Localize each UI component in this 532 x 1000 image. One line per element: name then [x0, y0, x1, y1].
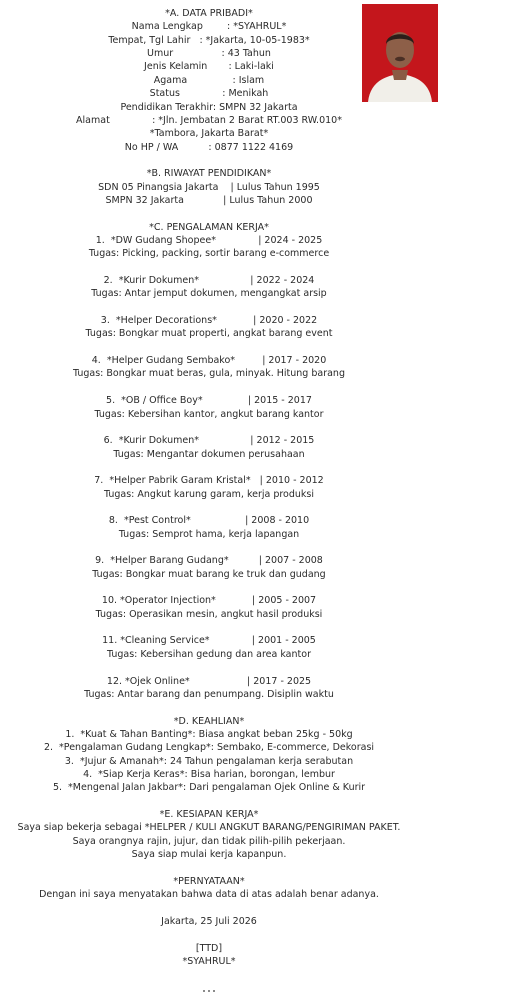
cv-line: Umur : 43 Tahun	[147, 48, 271, 59]
cv-line: 2. *Kurir Dokumen* | 2022 - 2024	[103, 275, 315, 286]
cv-line: Saya siap bekerja sebagai *HELPER / KULI ANGKUT BARANG/PENGIRIMAN PAKET.	[17, 822, 401, 834]
cv-line: 1. *DW Gudang Shopee* | 2024 - 2025	[95, 234, 323, 246]
cv-line: 4. *Siap Kerja Keras*: Bisa harian, borongan, lembur	[83, 768, 335, 780]
cv-line: *B. RIWAYAT PENDIDIKAN*	[146, 168, 272, 180]
cv-line: Tugas: Kebersihan gedung dan area kantor	[107, 648, 311, 660]
cv-line: 6. *Kurir Dokumen* | 2012 - 2015	[103, 435, 315, 447]
more-dots-icon	[202, 988, 216, 994]
cv-line: Tugas: Picking, packing, sortir barang e-commerce	[88, 248, 330, 260]
cv-line: No HP / WA : 0877 1122 4169	[124, 141, 294, 153]
cv-line: 5. *Mengenal Jalan Jakbar*: Dari pengalaman Ojek Online & Kurir	[52, 782, 366, 794]
cv-line: 9. *Helper Barang Gudang* | 2007 - 2008	[95, 555, 323, 567]
cv-line: Jakarta, 25 Juli 2026	[161, 915, 257, 927]
cv-line: 10. *Operator Injection* | 2005 - 2007	[101, 595, 317, 607]
cv-line: Tugas: Bongkar muat properti, angkat barang event	[85, 328, 333, 340]
cv-line: *C. PENGALAMAN KERJA*	[149, 221, 269, 233]
cv-line: 5. *OB / Office Boy* | 2015 - 2017	[106, 395, 312, 407]
cv-line: Status : Menikah	[149, 88, 269, 100]
cv-line: 11. *Cleaning Service* | 2001 - 2005	[102, 635, 316, 647]
cv-line: Tempat, Tgl Lahir : *Jakarta, 10-05-1983*	[108, 34, 310, 46]
cv-line: Dengan ini saya menyatakan bahwa data di atas adalah benar adanya.	[39, 889, 379, 901]
cv-line: Saya siap mulai kerja kapanpun.	[131, 849, 287, 860]
cv-line: 3. *Jujur & Amanah*: 24 Tahun pengalaman kerja serabutan	[64, 755, 354, 767]
cv-line: Tugas: Operasikan mesin, angkut hasil produksi	[95, 608, 323, 620]
cv-line: Tugas: Bongkar muat beras, gula, minyak. Hitung barang	[73, 368, 345, 380]
cv-line: Pendidikan Terakhir: SMPN 32 Jakarta	[120, 101, 298, 113]
cv-line: 4. *Helper Gudang Sembako* | 2017 - 2020	[91, 355, 327, 367]
cv-line: 3. *Helper Decorations* | 2020 - 2022	[100, 315, 318, 327]
cv-line: Tugas: Semprot hama, kerja lapangan	[118, 528, 300, 540]
cv-line: Jenis Kelamin : Laki-laki	[144, 61, 274, 73]
cv-line: *SYAHRUL*	[182, 955, 236, 967]
cv-line: *E. KESIAPAN KERJA*	[159, 809, 259, 820]
cv-line: *Tambora, Jakarta Barat*	[149, 128, 269, 140]
cv-line: Agama : Islam	[153, 74, 265, 86]
cv-line: Tugas: Antar barang dan penumpang. Disiplin waktu	[84, 688, 334, 700]
cv-line: Tugas: Mengantar dokumen perusahaan	[113, 448, 305, 460]
cv-line: 7. *Helper Pabrik Garam Kristal* | 2010 - 2012	[94, 475, 324, 487]
cv-line: 1. *Kuat & Tahan Banting*: Biasa angkat beban 25kg - 50kg	[65, 728, 353, 740]
cv-line: *PERNYATAAN*	[173, 875, 245, 887]
cv-line: Tugas: Kebersihan kantor, angkut barang kantor	[94, 408, 324, 420]
cv-line: Tugas: Antar jemput dokumen, mengangkat arsip	[91, 288, 327, 300]
cv-line: Nama Lengkap : *SYAHRUL*	[131, 21, 287, 33]
cv-line: Alamat : *Jln. Jembatan 2 Barat RT.003 RW.010*	[76, 114, 342, 126]
cv-line: Tugas: Angkut karung garam, kerja produksi	[103, 488, 315, 500]
cv-line: [TTD]	[195, 942, 223, 954]
cv-line: 12. *Ojek Online* | 2017 - 2025	[106, 675, 312, 687]
cv-line: SMPN 32 Jakarta | Lulus Tahun 2000	[105, 194, 313, 206]
cv-line: 8. *Pest Control* | 2008 - 2010	[108, 515, 310, 527]
cv-line: SDN 05 Pinangsia Jakarta | Lulus Tahun 1995	[98, 181, 320, 193]
cv-line: Tugas: Bongkar muat barang ke truk dan gudang	[92, 568, 326, 580]
cv-line: 2. *Pengalaman Gudang Lengkap*: Sembako, E-commerce, Dekorasi	[43, 742, 375, 754]
cv-line: *A. DATA PRIBADI*	[165, 8, 253, 19]
cv-line: Saya orangnya rajin, jujur, dan tidak pilih-pilih pekerjaan.	[72, 835, 346, 847]
cv-line: *D. KEAHLIAN*	[173, 715, 245, 727]
